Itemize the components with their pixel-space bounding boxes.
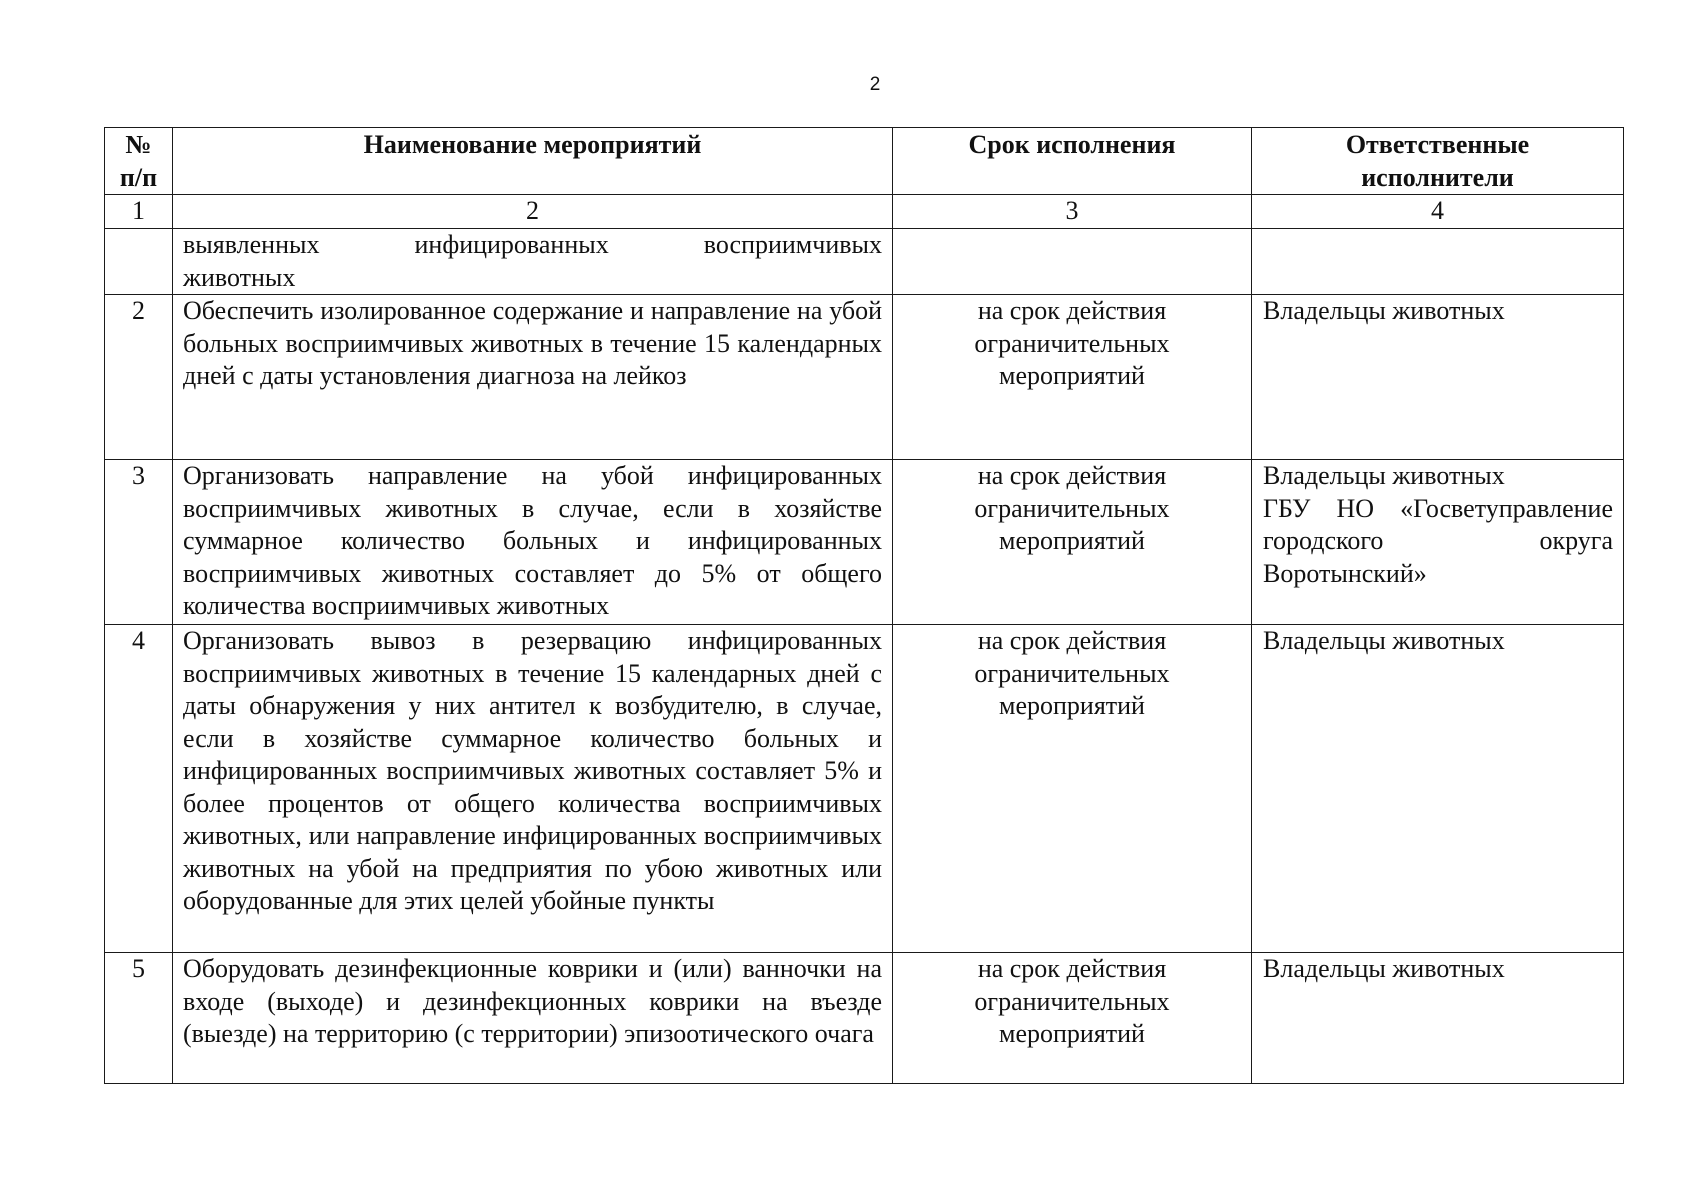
header-responsible	[1252, 128, 1624, 195]
row-number: 2	[105, 295, 173, 460]
column-index: 3	[893, 195, 1252, 229]
continuation-responsible	[1252, 229, 1624, 295]
column-index: 4	[1252, 195, 1624, 229]
row-responsible	[1252, 625, 1624, 953]
table-row	[105, 460, 1624, 625]
header-num-line2: п/п	[119, 162, 158, 192]
column-index: 2	[173, 195, 893, 229]
row-term-line2: ограничительных	[974, 658, 1170, 688]
row-number: 3	[105, 460, 173, 625]
header-row	[105, 128, 1624, 195]
row-responsible-line1: Владельцы животных	[1263, 954, 1505, 983]
row-number: 5	[105, 953, 173, 1084]
row-term-line2: ограничительных	[974, 493, 1170, 523]
page-number: 2	[869, 74, 881, 95]
row-term	[893, 295, 1252, 460]
row-term-line3: мероприятий	[999, 361, 1145, 390]
table-row	[105, 295, 1624, 460]
row-responsible-line1: Владельцы животных	[1263, 461, 1505, 490]
row-term-line1: на срок действия	[977, 461, 1167, 490]
row-responsible	[1252, 953, 1624, 1084]
row-term-line1: на срок действия	[977, 296, 1167, 325]
row-term-line3: мероприятий	[999, 1019, 1145, 1048]
header-term: Срок исполнения	[893, 128, 1252, 195]
header-num-line1: №	[125, 130, 152, 159]
table-row	[105, 953, 1624, 1084]
column-index-row	[105, 195, 1624, 229]
continuation-term	[893, 229, 1252, 295]
measures-table	[104, 127, 1624, 1084]
row-term-line3: мероприятий	[999, 691, 1145, 720]
row-term	[893, 953, 1252, 1084]
row-term	[893, 625, 1252, 953]
row-term-line1: на срок действия	[977, 954, 1167, 983]
row-activity: Обеспечить изолированное содержание и направление на убой больных восприимчивых животных в течение 15 календарных дней с даты установления диагноза на лейкоз	[173, 295, 893, 460]
continuation-line2: животных	[183, 262, 296, 292]
row-activity: Организовать вывоз в резервацию инфицированных восприимчивых животных в течение 15 календарных дней с даты обнаружения у них антител к возбудителю, в случае, если в хозяйстве суммарное количество больных и инфицированных восприимчивых животных составляет 5% и более процентов от общего количества восприимчивых животных, или направление инфицированных восприимчивых животных на убой на предприятия по убою животных или оборудованные для этих целей убойные пункты	[173, 625, 893, 953]
row-activity: Оборудовать дезинфекционные коврики и (или) ванночки на входе (выходе) и дезинфекционных коврики на въезде (выезде) на территорию (с территории) эпизоотического очага	[173, 953, 893, 1084]
row-responsible-line1: Владельцы животных	[1263, 626, 1505, 655]
table-row	[105, 625, 1624, 953]
row-term-line1: на срок действия	[977, 626, 1167, 655]
column-index: 1	[105, 195, 173, 229]
continuation-row	[105, 229, 1624, 295]
row-number: 4	[105, 625, 173, 953]
row-activity: Организовать направление на убой инфицированных восприимчивых животных в случае, если в хозяйстве суммарное количество больных и инфицированных восприимчивых животных составляет до 5% от общего количества восприимчивых животных	[173, 460, 893, 625]
row-responsible	[1252, 460, 1624, 625]
row-term-line3: мероприятий	[999, 526, 1145, 555]
row-responsible-line1: Владельцы животных	[1263, 296, 1505, 325]
row-responsible	[1252, 295, 1624, 460]
continuation-num	[105, 229, 173, 295]
row-term-line2: ограничительных	[974, 328, 1170, 358]
header-name: Наименование мероприятий	[173, 128, 893, 195]
header-responsible-line2: исполнители	[1361, 162, 1514, 192]
header-responsible-line1: Ответственные	[1345, 130, 1530, 159]
row-term	[893, 460, 1252, 625]
row-responsible-line2: ГБУ НО «Госветуправление городского округа Воротынский»	[1263, 493, 1613, 588]
continuation-text	[173, 229, 893, 295]
header-num	[105, 128, 173, 195]
row-term-line2: ограничительных	[974, 986, 1170, 1016]
continuation-line1: выявленных инфицированных восприимчивых	[183, 230, 882, 259]
